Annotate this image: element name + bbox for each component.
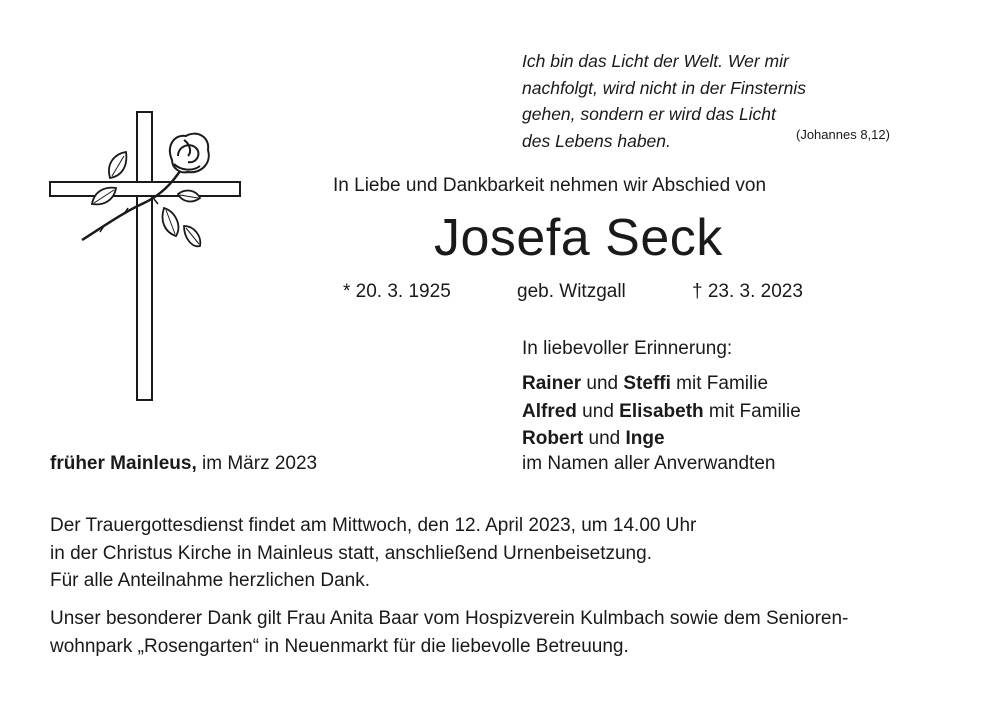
- relatives-line: im Namen aller Anverwandten: [522, 453, 776, 474]
- family-line: Alfred und Elisabeth mit Familie: [522, 400, 801, 422]
- family-list: [522, 370, 801, 453]
- special-thanks: [50, 605, 848, 660]
- maiden-name: geb. Witzgall: [517, 281, 626, 302]
- memory-heading: In liebevoller Erinnerung:: [522, 338, 733, 359]
- service-line: Der Trauergottesdienst findet am Mittwoch, den 12. April 2023, um 14.00 Uhr: [50, 515, 697, 536]
- farewell-intro: In Liebe und Dankbarkeit nehmen wir Abschied von: [333, 175, 767, 196]
- family-line: Rainer und Steffi mit Familie: [522, 373, 769, 394]
- death-date: † 23. 3. 2023: [692, 281, 803, 302]
- former-residence: früher Mainleus,: [50, 453, 197, 474]
- bible-quote: [522, 48, 806, 154]
- quote-reference: (Johannes 8,12): [796, 127, 890, 142]
- thanks-line: wohnpark „Rosengarten“ in Neuenmarkt für die liebevolle Betreuung.: [50, 635, 629, 657]
- thanks-line: Unser besonderer Dank gilt Frau Anita Baar vom Hospizverein Kulmbach sowie dem Senioren-: [50, 608, 849, 629]
- service-line: in der Christus Kirche in Mainleus statt, anschließend Urnenbeisetzung.: [50, 542, 652, 564]
- cross-with-rose-icon: [44, 108, 250, 404]
- family-line: Robert und Inge: [522, 428, 665, 449]
- quote-line: des Lebens haben.: [522, 130, 671, 151]
- birth-date: * 20. 3. 1925: [343, 281, 451, 302]
- quote-line: gehen, sondern er wird das Licht: [522, 104, 776, 124]
- service-line: Für alle Anteilnahme herzlichen Dank.: [50, 570, 371, 591]
- notice-date: im März 2023: [196, 453, 318, 474]
- quote-line: nachfolgt, wird nicht in der Finsternis: [522, 77, 807, 98]
- place-and-date: [50, 453, 317, 475]
- quote-line: Ich bin das Licht der Welt. Wer mir: [522, 51, 789, 71]
- service-info: [50, 512, 696, 595]
- deceased-name: Josefa Seck: [434, 209, 723, 267]
